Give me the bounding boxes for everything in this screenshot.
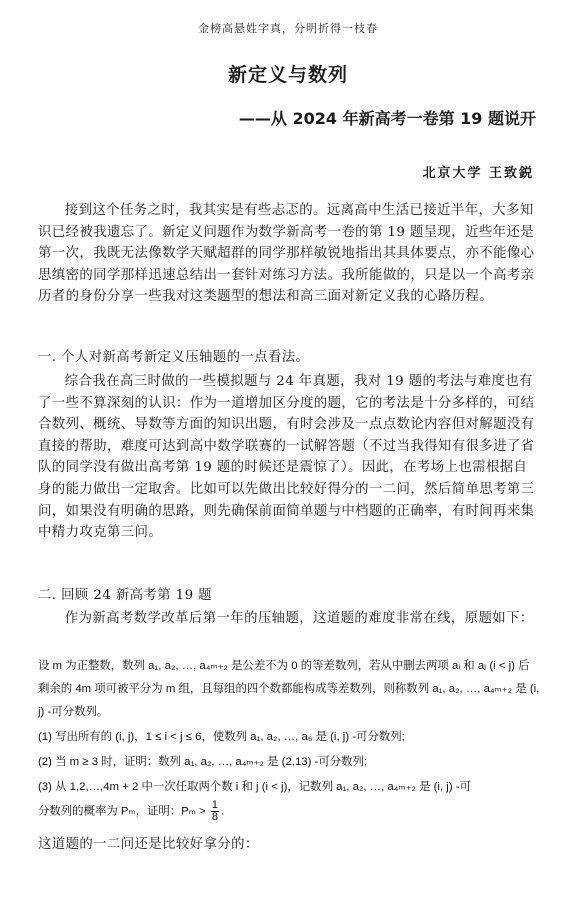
problem-question-3-continued	[38, 800, 540, 824]
problem-sequence-repeat: a₁, a₂, …, a₄ₘ₊₂	[432, 683, 513, 695]
page-title: 新定义与数列	[227, 64, 348, 86]
problem-intro-b: 是公差不为 0 的等差数列，若从中删去两项 aᵢ 和 aⱼ (i < j) 后剩余的 4m 项可被平分为 m 组，且每组的四个数都能构成等差数列，则称数列	[38, 660, 530, 695]
problem-sequence: a₁, a₂, …, a₄ₘ₊₂	[148, 660, 228, 672]
problem-statement	[38, 655, 540, 724]
section-heading-2: 二. 回顾 24 新高考第 19 题	[38, 588, 212, 603]
problem-intro-c: 是 (i, j) -可分数列。	[38, 683, 540, 718]
section2-paragraph: 作为新高考数学改革后第一年的压轴题，这道题的难度非常在线，原题如下：	[64, 611, 534, 626]
section1-paragraph: 综合我在高三时做的一些模拟题与 24 年真题，我对 19 题的考法与难度也有了一些不算深刻的认识：作为一道增加区分度的题，它的考法是十分多样的，可结合数列、概统、导数等方面的知识出题，有时会涉及一点点数论内容但对解题没有直接的帮助，难度可达到高中数学联赛的一试解答题（不过当我得知有很多进了省队的同学没有做出高考第 19 题的时候还是震惊了）。因此，在考场上也需根据自身的能力做出一定取舍。比如可以先做出比较好得分的一二问，然后简单思考第三问，如果没有明确的思路，则先确保前面简单题与中档题的正确率，有时间再来集中精力攻克第三问。	[38, 374, 535, 541]
header-motto: 金榜高悬姓字真，分明折得一枝春	[198, 22, 378, 35]
fraction-denominator: 8	[211, 811, 218, 823]
page-subtitle: ——从 2024 年新高考一卷第 19 题说开	[238, 109, 536, 128]
problem-question-2: (2) 当 m ≥ 3 时，证明：数列 a₁, a₂, …, a₄ₘ₊₂ 是 (2,13) -可分数列;	[38, 756, 368, 768]
section-heading-1: 一. 个人对新高考新定义压轴题的一点看法。	[38, 350, 310, 365]
fraction	[211, 800, 219, 823]
author-line: 北京大学 王致鋭	[422, 166, 534, 181]
q3-end: .	[220, 805, 225, 818]
fraction-numerator: 1	[211, 799, 218, 811]
q3-probability-text: 分数列的概率为 Pₘ，证明：Pₘ >	[38, 805, 209, 818]
intro-paragraph: 接到这个任务之时，我其实是有些忐忑的。远离高中生活已接近半年，大多知识已经被我遗忘了。新定义问题作为数学新高考一卷的第 19 题呈现，近些年还是第一次，我既无法像数学天赋超群的同学那样敏锐地指出其具体要点，亦不能像心思缜密的同学那样迅速总结出一套针对练习方法。我所能做的，只是以一个高考亲历者的身份分享一些我对这类题型的想法和高三面对新定义我的心路历程。	[38, 203, 535, 305]
problem-question-3: (3) 从 1,2,…,4m + 2 中一次任取两个数 i 和 j (i < j)，记数列 a₁, a₂, …, a₄ₘ₊₂ 是 (i, j) -可	[38, 781, 471, 793]
closing-paragraph: 这道题的一二问还是比较好拿分的：	[38, 837, 259, 852]
problem-question-1: (1) 写出所有的 (i, j)，1 ≤ i < j ≤ 6，使数列 a₁, a₂, …, a₆ 是 (i, j) -可分数列;	[38, 731, 405, 743]
problem-intro-a: 设 m 为正整数，数列	[38, 660, 149, 672]
